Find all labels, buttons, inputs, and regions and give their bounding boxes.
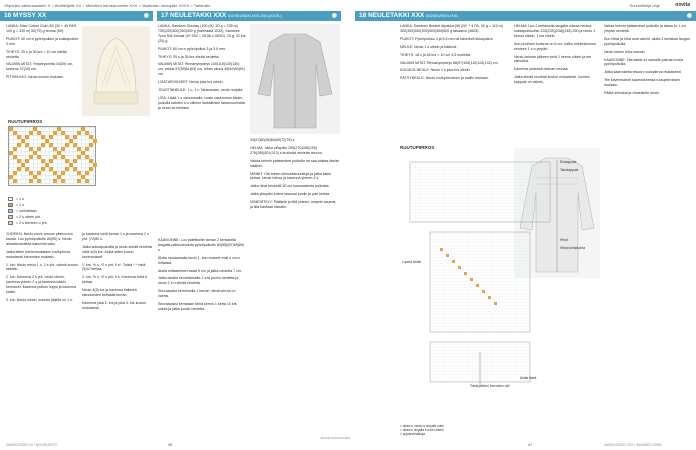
cardigan17-photo	[250, 24, 340, 134]
paragraph: VIIMEISTELY: Päättele ja liitä yhteen; ompele saumat, ja liitä kankaat oikealle.	[250, 200, 337, 210]
page-number-left: 45	[167, 442, 173, 447]
paragraph: PUIKOT: 80 cm:n pyöröpuikot 3 ja 3.5 mm.	[158, 46, 227, 51]
camera-icon: ◉	[686, 13, 692, 19]
paragraph: Jatka kaarroketta resoon ruutupiirros mukaisesti.	[604, 70, 682, 75]
paragraph: HELMA: Jatka ylöspäin 259(270)288(295) 276(285)301(313) s:ta sileää neuletta resoon.	[250, 145, 323, 155]
chart-cell	[85, 147, 89, 151]
paragraph: 2. krs: *k s, *2 s yht, 9 s. Kavenna vielä 8 kertaa.	[82, 275, 148, 285]
chart-cell	[17, 143, 21, 147]
paragraph: Kun puolinen korkeus on 6 cm, katko mielenkiinnon neuleen 1 s:n ympäri.	[514, 41, 596, 51]
legend-item: = 2 s oikein yht.	[8, 214, 47, 220]
article-title-16: 16 MYSSY XX	[4, 12, 47, 19]
paragraph: Päätä silmukat ja viimeistele neule.	[604, 91, 660, 96]
chart-cell	[73, 135, 77, 139]
legend-item: = 2 s kierteen o yht.	[8, 220, 47, 226]
diagram-legend-item: = pujoarvimalkoja	[400, 432, 425, 436]
chart-cell	[73, 159, 77, 163]
chart-title: RUUTUPIIRROS	[8, 119, 43, 124]
chart-cell	[85, 171, 89, 175]
takki18-instructions-b	[604, 24, 692, 324]
article-title-18: 18 NEULETAKKI XXX	[359, 12, 425, 19]
page-number-right: 47	[527, 442, 533, 447]
chart-cell	[89, 143, 93, 147]
myssy-instructions-a	[6, 232, 78, 432]
article-code-17: 002401/M/XL/XXL/3XL(XXXL)	[228, 13, 282, 18]
paragraph: ja kavenna vielä kerran 1 s ja kavenna 2 s yht. (72)80 s.	[82, 232, 149, 241]
paragraph: PUIKOT: Pyöröpuikko 4 ja 5.5 mm tai kävelevä tikkupuikot.	[400, 36, 494, 41]
chart-cell	[37, 171, 41, 175]
chart-cell	[93, 163, 97, 167]
diagram-legend	[400, 424, 600, 444]
chart-cell	[41, 167, 45, 171]
spec-pattern: PITSIKUVIO: Neulo kuvion mukaan.	[6, 75, 64, 80]
legend-swatch	[8, 209, 13, 213]
chart-cell	[29, 179, 33, 183]
diagram-legend-item: = oikea s, neulo s nurjalla nurin	[400, 424, 445, 428]
chart-cell	[29, 155, 33, 159]
camera-icon: ◉	[331, 13, 337, 19]
paragraph: Aloita neulaamalla kuvin 1, kun nosteet ovat 4 cm:n mittaisia.	[158, 255, 240, 265]
paragraph: LANKA: Sandnes Borstet Alpakka (96 (NY + 4 PA, 50 g = 110 m) 300(350)350(400)400(450)500 g tasaarvo (3825).	[400, 24, 503, 33]
takki17-specs	[158, 24, 246, 234]
footer-code-right: VAIKEUSTASO XXX / SANDNES GARN	[604, 443, 662, 447]
paragraph: TIHEYS: 25 s ja 35 krs sileää neuletta.	[158, 54, 220, 59]
chart-cell	[65, 143, 69, 147]
chart-cell	[13, 147, 17, 151]
legend-item: = 1 o	[8, 202, 47, 208]
paragraph: LISÄTARVIKKEET: Neula joka krs oikein.	[158, 80, 224, 85]
paragraph: Jatka sileää neuletta kuvion mukaisesti, kunnes kappale on valmis.	[514, 75, 590, 85]
chart-cell	[37, 179, 41, 183]
diagram-main-block	[430, 232, 530, 332]
chart-cell	[25, 159, 29, 163]
article-band-18	[355, 11, 696, 21]
label-lopeta: Lopeta tähän	[402, 260, 422, 264]
chart-cell	[17, 167, 21, 171]
legend-swatch	[8, 221, 13, 225]
label-hihan-keskikohta: Hihan keskikohta	[560, 246, 586, 250]
legend-swatch	[8, 215, 13, 219]
brand-logo: novita	[675, 2, 690, 8]
paragraph: TIHEYS: 18 s ja 18 krs = 10 cm 4.5 neuletta.	[400, 52, 472, 57]
chart-cell	[61, 147, 65, 151]
paragraph: Neulo toinen hiha samoin.	[604, 49, 646, 54]
paragraph: Kavenna joka 2. krs ja joka 4. krs kuvion mukaisesti.	[82, 300, 147, 310]
diagram-title: RUUTUPIIRROS	[400, 145, 435, 150]
paragraph: 2. krs: Kavenna 2 s yht, neulo oikein, kavenna yhteen 2 s ja kavenna kaikki kerrokset, kavenna puikon loppu ja kavenna kaikki.	[6, 275, 77, 295]
chart-cell	[49, 159, 53, 163]
header-right-text: Suunnittelija ohje	[629, 3, 660, 8]
page-header	[0, 0, 696, 10]
paragraph: 1. krs: Neulo ensin 1 o, 2 s yht, valmis kuvion taistelu.	[6, 262, 78, 272]
paragraph: Aloita mittaaminen vasta 5 cm ja jatka neuletta 7 cm.	[158, 268, 242, 273]
paragraph: Neulo 4(5) krs ja kavenna kaikkien silmukoiden kohdalla kerran.	[82, 288, 137, 298]
chart-cell	[77, 179, 81, 183]
chart-cell	[49, 135, 53, 139]
label-takakappale: Takakappale	[560, 168, 579, 172]
paragraph: Vahda helmin pääsemiset puikoille tai saa toistaa tämän sisällön.	[250, 158, 340, 168]
paragraph: MINNIT: Ota toinen silmukkamuuttuja ja jatka kaksi kertaa. Neulo helma ja kavenna yhteen 2 s.	[250, 171, 331, 181]
chart-cell	[41, 143, 45, 147]
chart-cell	[89, 167, 93, 171]
paragraph: NEULE: Neulo 1 s oikein ja käännä.	[400, 44, 458, 49]
paragraph: KAAVIONNE: Ota kaikki s:t samalle pakuan mulla pyöröpuikolla.	[604, 57, 684, 67]
chart-cell	[53, 131, 57, 135]
paragraph: YHDEKSI: Neulo ensin resoon pitsinuvion kautta. Luo pyöröpuikolle 80(90) s. Neulo ainaaltoneuletta kaksi kerrosta.	[6, 232, 73, 246]
paragraph: LANKA: Sandnes Sunday (100 (90, 50 g = 235 m) 750(200)300(350)400 g (harmaata 1032), Sandnes Tynn Silk Mohair (57.000 = 28.56 x 35/40), 25 g, 32 krs (25) g	[158, 24, 246, 43]
pattern-diagram	[400, 152, 560, 422]
camera-icon: ◉	[143, 13, 149, 19]
label-hihat: Hihat	[560, 238, 568, 242]
chart-cell	[61, 179, 65, 183]
chart-legend	[8, 196, 47, 226]
paragraph: 34(57)60(65)66(69)72(75) s.	[250, 138, 296, 142]
takki18-instructions-a	[514, 24, 600, 144]
legend-item: = 1 s	[8, 196, 47, 202]
paragraph: VALMIIN MITAT: Rinnanympärys 100(110)120(130) cm, pituus 57(59)61(63) cm, hihan pituus 48(49)50(51) cm.	[158, 62, 246, 77]
label-toista: Toista pitkien kerrosten väli	[470, 384, 510, 388]
article-band-17	[157, 11, 341, 21]
article-title-17: 17 NEULETAKKI XXX	[161, 12, 227, 19]
paragraph: HELMA: Luo 2 kertaisella langalla oikeaa neulea sukkapuikkoihin 225(235)(238)(248) 250 ja neulo 1 kerros oikein, 1 krs oikein.	[514, 24, 596, 38]
paragraph: Vahda helmin pääsemiset puikoille ja takaa 4x 1 s:n ympäri neulettä.	[604, 24, 687, 33]
article-band-16	[0, 11, 153, 21]
chart-cell	[13, 171, 17, 175]
chart-cell	[37, 147, 41, 151]
paragraph: PÄTSYNEULE: Neulo ruutupiirroksen ja mallin mukaan.	[400, 76, 489, 81]
spec-size: VALMIIN MITAT: Ympärysmitta 34(39) cm, korkeus 37(39) cm.	[6, 62, 74, 72]
takki18-specs	[400, 24, 510, 142]
paragraph: Jatka tavalla neulettamalla 2 s:tä puolin neuletta ja neulo 2 s:n sileää neuletta.	[158, 276, 239, 286]
stitch-chart	[8, 126, 96, 186]
paragraph: Tee kavennukset kaarrokkeessa ruutupiirroksen mukaan.	[604, 78, 681, 88]
paragraph: LISÄ: Lisää 1 s vasemmalle, nosta vasemman käden puikolla kahden s:n välinen lankalenkin takamuunnalta ja neulo se kiertaen.	[158, 95, 245, 110]
legend-swatch	[8, 197, 13, 201]
difficulty-breadcrumb: Ohjeiden vaikeusasteet: X = Aloittelijalle XX = Mieluiten harrastuneelle XXX = Vaativaan neulojalle XXXX = Taitavalle	[4, 3, 211, 8]
paragraph: Seuraavalla kerroksella 1 kerran, tämä kerros on valmis.	[158, 289, 236, 299]
chart-cell	[61, 171, 65, 175]
chart-cell	[25, 135, 29, 139]
chart-cell	[29, 131, 33, 135]
chart-cell	[65, 167, 69, 171]
paragraph: JOUSTINNEULE: 1 o, 1 n Takavaraan, neulo nurjalla.	[158, 88, 244, 93]
paragraph: KOLMOS-NEULE: Neulo 1 s joka krs oikein.	[400, 68, 471, 73]
paragraph: Kavenna yhdessä helman reunaa.	[514, 67, 569, 72]
paragraph: 1. krs: *k s, *2 s yht, 9 s*. Toista * * vielä (9)10 kertaa.	[82, 262, 146, 272]
myssy-instructions-b	[82, 232, 154, 432]
chart-cell	[77, 155, 81, 159]
diagram-top-block	[410, 162, 550, 222]
label-aloita: Aloita tästä	[520, 376, 537, 380]
chart-cell	[53, 155, 57, 159]
paragraph: Neulo helman jälkeen vielä 1 kerros oikein ja tee silmukka.	[514, 54, 592, 64]
paragraph: Jatka sukkapuikoilla ja neulo sileää neuletta vielä 4(6) krs. Aloita sitten kuvun kavennukset.	[82, 244, 152, 259]
takki17-instructions-a	[158, 238, 246, 434]
paragraph: Jatka sitten mielenmukaisen ruutupiirros mukaisesti kierrosten mukaan.	[6, 249, 71, 259]
paragraph: Seuraavaksi kerrataan tämä kerros 1 kerta 10 krs sukka ja jatka puolin neuletta.	[158, 302, 237, 311]
footer-sponsor: JANNE PÄIVÄSYNEN	[320, 436, 350, 440]
myssy-specs	[6, 24, 78, 116]
paragraph: Kun hihat ja hiha ovat valmiit, aloita 2 kertaista langan pyöröpuikolla.	[604, 36, 690, 46]
article-code-18: 002401/M/XL/XXL	[426, 13, 459, 18]
chart-cell	[93, 139, 97, 143]
footer-code-left: VAIKEUSTASO XX / NOVITA EESTI	[6, 443, 58, 447]
paragraph: Jatka ylöspäin kolme tasossa puolin ja pari kertaa.	[250, 192, 331, 197]
chart-cell	[77, 131, 81, 135]
chart-cell	[85, 179, 89, 183]
paragraph: 3. krs: Neulo oikein, kunnes jäljellä on 1 s.	[6, 297, 73, 302]
legend-item: = vaihdetaan	[8, 208, 47, 214]
hat-photo	[82, 26, 150, 116]
label-etukappale: Etukappale	[560, 160, 577, 164]
diagram-legend-item: = oikea s nurjalla s nurin oikein	[400, 428, 444, 432]
paragraph: Jatka hihat keskellä 30 cm kokonaisesta puikosta.	[250, 184, 330, 189]
legend-swatch	[8, 203, 13, 207]
spec-yarn: LANKA: Alize Cotton Gold (50 (30 + 45 PAR, 100 g = 330 m) 50(75) g tervaa (89).	[6, 24, 78, 33]
paragraph: KAAVIONNE: Luo palettiselle tarhan 2 kertaisella langalla pakkoneuletta pyöröpuikolle 80(85)(87)89(89) s.	[158, 238, 245, 252]
takki17-instructions-b	[250, 138, 340, 434]
paragraph: VALMIIN MITAT: Rinnanympärys 88(97)106(115)124(133) cm.	[400, 60, 499, 65]
spec-gauge: TIHEYS: 25 s ja 30 krs = 10 cm sileää neuletta.	[6, 49, 67, 59]
chart-cell	[53, 179, 57, 183]
chart-cell	[13, 179, 17, 183]
spec-needles: PUIKOT: 40 cm:n pyöröpuikko ja sukkapuikot 3 mm.	[6, 36, 78, 46]
